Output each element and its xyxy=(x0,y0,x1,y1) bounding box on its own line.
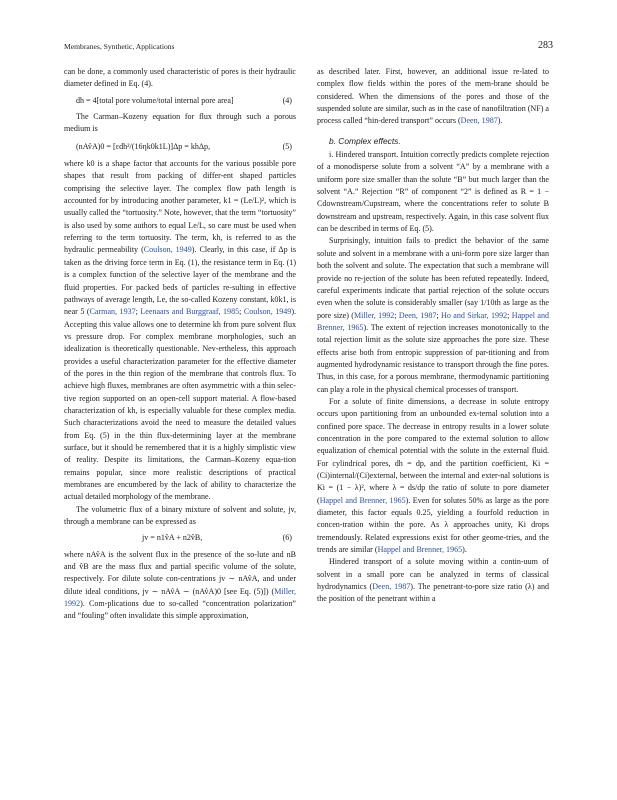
paragraph xyxy=(317,396,549,556)
paragraph-text: ). Accepting this value allows one to determine kh from pure solvent flux vs pressure drop. For complex membrane morphologies, such an idealization is theoretically questionable. Nev-ertheless, this approach provides a useful characterization parameter for the effective diameter of the pores in the thin region of the membrane that controls flux. To achieve high fluxes, membranes are often asymmetric with a thin selec-tive region supported on an open-cell support material. A flow-based characterization of kh, is especially valuable for these complex media. Such characterizations avoid the need to measure the detailed values from Eq. (5) in the thin flux-determining layer at the membrane surface, but it should be remembered that it is a highly simplistic view of reality. Despite its limitations, the Carman–Kozeny equa-tion remains popular, since more realistic descriptions of practical membranes are encumbered by the lack of ability to characterize the actual detailed morphology of the membrane. xyxy=(64,307,297,502)
equation-number: (5) xyxy=(282,141,292,151)
paragraph xyxy=(317,235,549,395)
running-title: Membranes, Synthetic, Applications xyxy=(64,42,175,51)
citation-link[interactable]: Miller, 1992 xyxy=(353,310,395,320)
paragraph-text: ). The extent of rejection increases monotonically to the total rejection limit as the solute size approaches the pore size. These effects arise both from entropic suppression of par-titioning and from augmented hydrodynamic resistance to transport through the fine pores. Thus, in this case, for a porous membrane, thermodynamic partitioning can play a role in the physical chemical processes of transport. xyxy=(317,322,549,394)
paragraph xyxy=(317,66,549,128)
citation-link[interactable]: Happel and Brenner, 1965 xyxy=(317,310,550,332)
paragraph-text: as described later. First, however, an additional issue re-lated to complex flow fields within the pores of the mem-brane should be considered. When the dimensions of the pores and those of the suspended solute are similar, such as in the case of nanofiltration (NF) a process called “hin-dered transport” occurs ( xyxy=(317,67,549,126)
page-header xyxy=(64,40,553,54)
equation-6 xyxy=(64,532,296,544)
citation-link[interactable]: Deen, 1987 xyxy=(372,582,411,592)
equation-number: (6) xyxy=(282,533,292,543)
separator: ; xyxy=(436,310,442,320)
paragraph-text: ). xyxy=(497,116,503,126)
equation-text: (nAv̂A)0 = [εdh²/(16ηk0k1L)]Δp = khΔp, xyxy=(76,141,211,151)
left-column xyxy=(64,66,296,623)
paragraph xyxy=(317,556,549,605)
right-column xyxy=(317,66,549,606)
paragraph-text: For a solute of finite dimensions, a decrease in solute entropy occurs upon partitioning from an unbounded ex-ternal solution into a confined pore space. The decrease in entropy results in a lower solute concentration in the pore compared to the external solution to allow equalization of chemical potential with the solute in the external fluid. For cylindrical pores, dh = dp, and the partition coefficient, Ki = (Ci)internal/(Ci)external, between the internal and exter-nal solutions is Ki = (1 − λ)², where λ = ds/dp the ratio of solute to pore diameter ( xyxy=(317,396,549,505)
citation-link[interactable]: Deen, 1987 xyxy=(460,116,498,126)
paragraph-text: where k0 is a shape factor that accounts for the various possible pore shapes that result from packing of differ-ent shaped particles comprising the selective layer. The complex flow path length is accounted for by introducing another parameter, k1 = (Le/L)², which is usually called the “tortuosity.” Note, however, that the term “tortuosity” is also used by some authors to equal Le/L, so care must be used when referring to the term tortuosity. The term, kh, is referred to as the hydraulic permeability ( xyxy=(64,159,296,255)
paragraph-text: Hindered transport of a solute moving within a contin-uum of solvent in a small pore can be analyzed in terms of classical hydrodynamics ( xyxy=(317,557,549,592)
paragraph: The volumetric flux of a binary mixture of solvent and solute, jv, through a membrane can be expressed as xyxy=(64,504,296,527)
separator: ; xyxy=(507,310,512,320)
citation-link[interactable]: Happel and Brenner, 1965 xyxy=(377,545,463,555)
paragraph-text: Surprisingly, intuition fails to predict the behavior of the same solute and solvent in a membrane with a uni-form pore size larger than both the solvent and solute. The expectation that such a membrane will provide no re-jection of the solute has been refuted repeatedly. Indeed, careful experiments indicate that partial rejection of the solute occurs even when the solute is considerably smaller (say 1/10th as large as the pore size) ( xyxy=(317,236,549,320)
citation-link[interactable]: Coulson, 1949 xyxy=(243,307,292,317)
citation-link[interactable]: Ho and Sirkar, 1992 xyxy=(441,310,508,320)
citation-link[interactable]: Happel and Brenner, 1965 xyxy=(319,495,406,505)
separator: ; xyxy=(135,307,141,317)
citation-link[interactable]: Miller, 1992 xyxy=(64,586,296,609)
citation-link[interactable]: Coulson, 1949 xyxy=(143,245,192,255)
paragraph-text: ). Com-plications due to so-called “concentration polarization” and “fouling” often invalidate this simple approximation, xyxy=(64,599,296,621)
paragraph-text: ). Clearly, in this case, if Δp is taken as the driving force term in Eq. (1), the resistance term in Eq. (1) is a complex function of the selective layer of the membrane and the fluid properties. For packed beds of particles re-sulting in effective pathways of average length, Le, the so-called Kozeny constant, k0k1, is near 5 ( xyxy=(64,245,296,317)
separator: ; xyxy=(394,310,399,320)
equation-4 xyxy=(64,95,296,107)
paragraph: can be done, a commonly used characteristic of pores is their hydraulic diameter defined in Eq. (4). xyxy=(64,67,296,89)
paragraph xyxy=(64,158,296,504)
paragraph xyxy=(64,549,296,623)
citation-link[interactable]: Leenaars and Burggraaf, 1985 xyxy=(140,307,240,317)
citation-link[interactable]: Carman, 1937 xyxy=(89,307,136,317)
equation-number: (4) xyxy=(282,95,292,105)
paragraph-text: ). Even for solutes 50% as large as the pore diameter, this factor equals 0.25, yielding a fourfold reduction in concen-tration within the pore. As λ approaches unity, Ki drops tremendously. Related expressions exist for other geome-tries, and the trends are similar ( xyxy=(317,495,549,555)
page-number: 283 xyxy=(538,40,553,51)
equation-text: dh = 4[total pore volume/total internal pore area] xyxy=(76,95,234,105)
paragraph-text: where nAv̂A is the solvent flux in the presence of the so-lute and nB and v̂B are the mass flux and partial specific volume of the solute, respectively. For dilute solute con-centrations jv ∼ nAv̂A, and under dilute ideal conditions, jv ∼ nAv̂A ∼ (nAv̂A)0 [see Eq. (5)]) ( xyxy=(64,549,296,596)
section-heading: b. Complex effects. xyxy=(329,135,401,146)
paragraph: The Carman–Kozeny equation for flux through such a porous medium is xyxy=(64,112,296,134)
equation-5 xyxy=(64,141,296,153)
paragraph-text: ). xyxy=(462,545,467,555)
equation-text: jv = n1v̂A + n2v̂B, xyxy=(142,533,203,543)
citation-link[interactable]: Deen, 1987 xyxy=(398,310,437,320)
separator: ; xyxy=(239,307,244,317)
paragraph-text: ). The penetrant-to-pore size ratio (λ) and the position of the penetrant within a xyxy=(317,582,549,604)
paragraph: i. Hindered transport. Intuition correctly predicts complete rejection of a monodisperse solute from a solvent “A” by a membrane with a uniform pore size smaller than the solute “B” but much larger than the solvent “A.” Rejection “R” of component “2” is defined as R = 1 − Cdownstream/Cupstream, where the concentrations refer to solute B downstream and upstream, respectively. Again, in this case solvent flux can be described in terms of Eq. (5). xyxy=(317,150,549,234)
